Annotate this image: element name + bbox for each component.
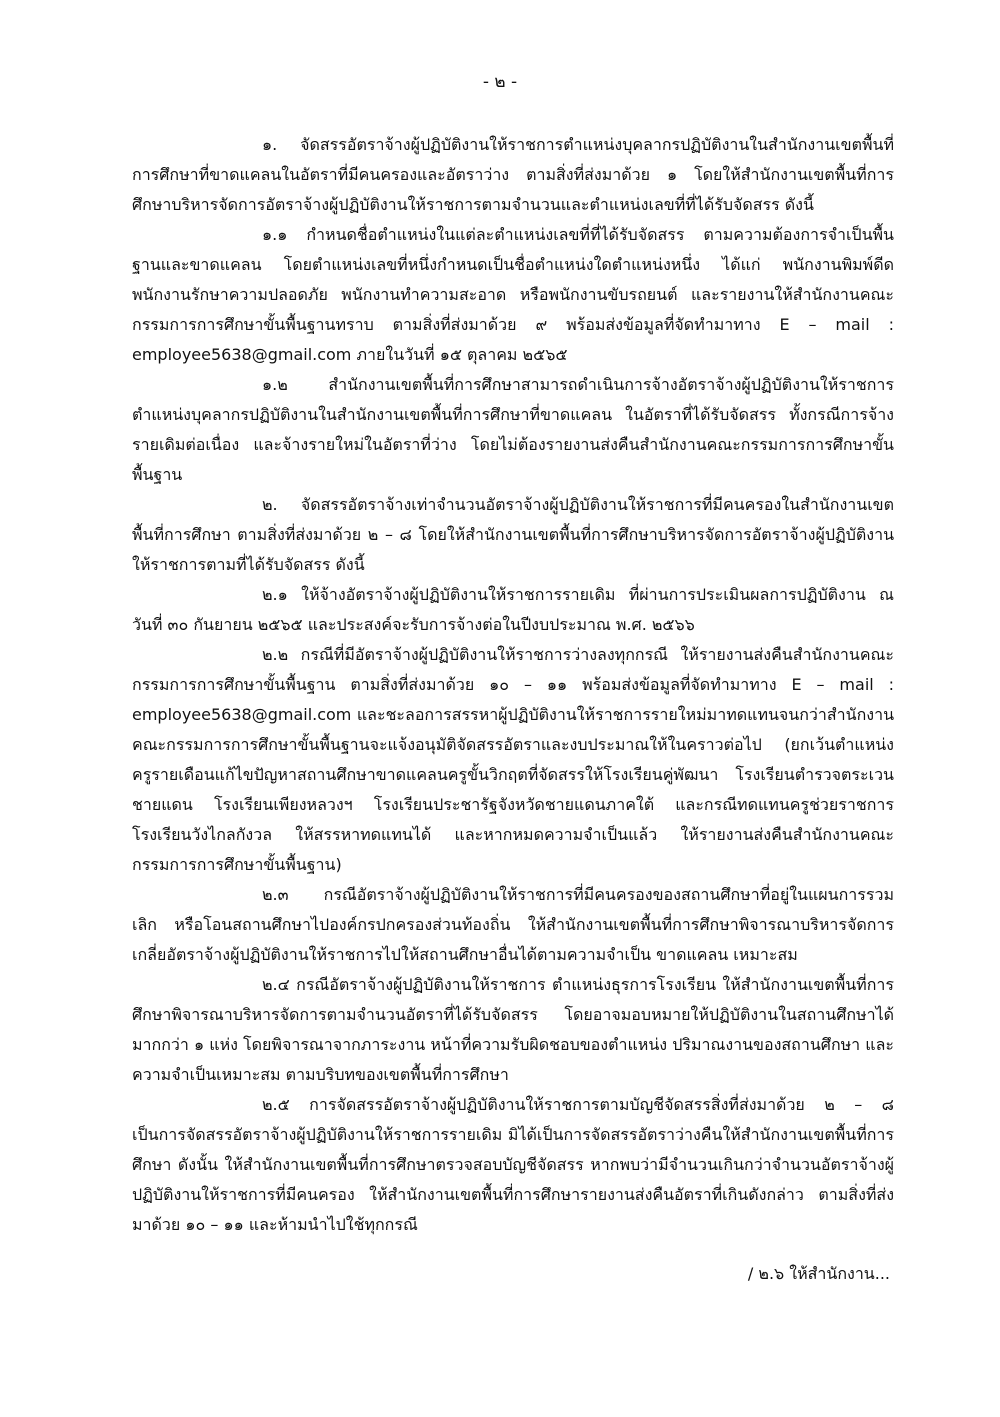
paragraph-2: ๒. จัดสรรอัตราจ้างเท่าจำนวนอัตราจ้างผู้ปฏิบัติงานให้ราชการที่มีคนครองในสำนักงานเขตพื้นที่การศึกษา ตามสิ่งที่ส่งมาด้วย ๒ – ๘ โดยให้สำนักงานเขตพื้นที่การศึกษาบริหารจัดการอัตราจ้างผู้ปฏิบัติงานให้ราชการตามที่ได้รับจัดสรร ดังนี้ <box>132 495 894 574</box>
continuation-note: / ๒.๖ ให้สำนักงาน... <box>747 1264 890 1283</box>
page-number: - ๒ - <box>482 72 518 92</box>
paragraph-2-3: ๒.๓ กรณีอัตราจ้างผู้ปฏิบัติงานให้ราชการที่มีคนครองของสถานศึกษาที่อยู่ในแผนการรวม เลิก หรือโอนสถานศึกษาไปองค์กรปกครองส่วนท้องถิ่น ให้สำนักงานเขตพื้นที่การศึกษาพิจารณาบริหารจัดการเกลี่ยอัตราจ้างผู้ปฏิบัติงานให้ราชการไปให้สถานศึกษาอื่นได้ตามความจำเป็น ขาดแคลน เหมาะสม <box>132 885 894 964</box>
paragraph-2-5: ๒.๕ การจัดสรรอัตราจ้างผู้ปฏิบัติงานให้ราชการตามบัญชีจัดสรรสิ่งที่ส่งมาด้วย ๒ – ๘ เป็นการจัดสรรอัตราจ้างผู้ปฏิบัติงานให้ราชการรายเดิม มิได้เป็นการจัดสรรอัตราว่างคืนให้สำนักงานเขตพื้นที่การศึกษา ดังนั้น ให้สำนักงานเขตพื้นที่การศึกษาตรวจสอบบัญชีจัดสรร หากพบว่ามีจำนวนเกินกว่าจำนวนอัตราจ้างผู้ปฏิบัติงานให้ราชการที่มีคนครอง ให้สำนักงานเขตพื้นที่การศึกษารายงานส่งคืนอัตราที่เกินดังกล่าว ตามสิ่งที่ส่งมาด้วย ๑๐ – ๑๑ และห้ามนำไปใช้ทุกกรณี <box>132 1095 894 1234</box>
paragraph-2-2: ๒.๒ กรณีที่มีอัตราจ้างผู้ปฏิบัติงานให้ราชการว่างลงทุกกรณี ให้รายงานส่งคืนสำนักงานคณะกรรมการการศึกษาขั้นพื้นฐาน ตามสิ่งที่ส่งมาด้วย ๑๐ – ๑๑ พร้อมส่งข้อมูลที่จัดทำมาทาง E – mail : employee5638@gmail.com และชะลอการสรรหาผู้ปฏิบัติงานให้ราชการรายใหม่มาทดแทนจนกว่าสำนักงานคณะกรรมการการศึกษาขั้นพื้นฐานจะแจ้งอนุมัติจัดสรรอัตราและงบประมาณให้ในคราวต่อไป (ยกเว้นตำแหน่งครูรายเดือนแก้ไขปัญหาสถานศึกษาขาดแคลนครูขั้นวิกฤตที่จัดสรรให้โรงเรียนคู่พัฒนา โรงเรียนตำรวจตระเวนชายแดน โรงเรียนเพียงหลวงฯ โรงเรียนประชารัฐจังหวัดชายแดนภาคใต้ และกรณีทดแทนครูช่วยราชการโรงเรียนวังไกลกังวล ให้สรรหาทดแทนได้ และหากหมดความจำเป็นแล้ว ให้รายงานส่งคืนสำนักงานคณะกรรมการการศึกษาขั้นพื้นฐาน) <box>132 645 894 874</box>
document-body <box>132 130 894 1240</box>
paragraph-2-1: ๒.๑ ให้จ้างอัตราจ้างผู้ปฏิบัติงานให้ราชการรายเดิม ที่ผ่านการประเมินผลการปฏิบัติงาน ณ วันที่ ๓๐ กันยายน ๒๕๖๕ และประสงค์จะรับการจ้างต่อในปีงบประมาณ พ.ศ. ๒๕๖๖ <box>132 585 894 634</box>
paragraph-1-2: ๑.๒ สำนักงานเขตพื้นที่การศึกษาสามารถดำเนินการจ้างอัตราจ้างผู้ปฏิบัติงานให้ราชการตำแหน่งบุคลากรปฏิบัติงานในสำนักงานเขตพื้นที่การศึกษาที่ขาดแคลน ในอัตราที่ได้รับจัดสรร ทั้งกรณีการจ้างรายเดิมต่อเนื่อง และจ้างรายใหม่ในอัตราที่ว่าง โดยไม่ต้องรายงานส่งคืนสำนักงานคณะกรรมการการศึกษาขั้นพื้นฐาน <box>132 375 894 484</box>
paragraph-1: ๑. จัดสรรอัตราจ้างผู้ปฏิบัติงานให้ราชการตำแหน่งบุคลากรปฏิบัติงานในสำนักงานเขตพื้นที่การศึกษาที่ขาดแคลนในอัตราที่มีคนครองและอัตราว่าง ตามสิ่งที่ส่งมาด้วย ๑ โดยให้สำนักงานเขตพื้นที่การศึกษาบริหารจัดการอัตราจ้างผู้ปฏิบัติงานให้ราชการตามจำนวนและตำแหน่งเลขที่ที่ได้รับจัดสรร ดังนี้ <box>132 135 894 214</box>
paragraph-1-1: ๑.๑ กำหนดชื่อตำแหน่งในแต่ละตำแหน่งเลขที่ที่ได้รับจัดสรร ตามความต้องการจำเป็นพื้นฐานและขาดแคลน โดยตำแหน่งเลขที่หนึ่งกำหนดเป็นชื่อตำแหน่งใดตำแหน่งหนึ่ง ได้แก่ พนักงานพิมพ์ดีด พนักงานรักษาความปลอดภัย พนักงานทำความสะอาด หรือพนักงานขับรถยนต์ และรายงานให้สำนักงานคณะกรรมการการศึกษาขั้นพื้นฐานทราบ ตามสิ่งที่ส่งมาด้วย ๙ พร้อมส่งข้อมูลที่จัดทำมาทาง E – mail : employee5638@gmail.com ภายในวันที่ ๑๕ ตุลาคม ๒๕๖๕ <box>132 225 894 364</box>
paragraph-2-4: ๒.๔ กรณีอัตราจ้างผู้ปฏิบัติงานให้ราชการ ตำแหน่งธุรการโรงเรียน ให้สำนักงานเขตพื้นที่การศึกษาพิจารณาบริหารจัดการตามจำนวนอัตราที่ได้รับจัดสรร โดยอาจมอบหมายให้ปฏิบัติงานในสถานศึกษาได้มากกว่า ๑ แห่ง โดยพิจารณาจากภาระงาน หน้าที่ความรับผิดชอบของตำแหน่ง ปริมาณงานของสถานศึกษา และความจำเป็นเหมาะสม ตามบริบทของเขตพื้นที่การศึกษา <box>132 975 894 1084</box>
